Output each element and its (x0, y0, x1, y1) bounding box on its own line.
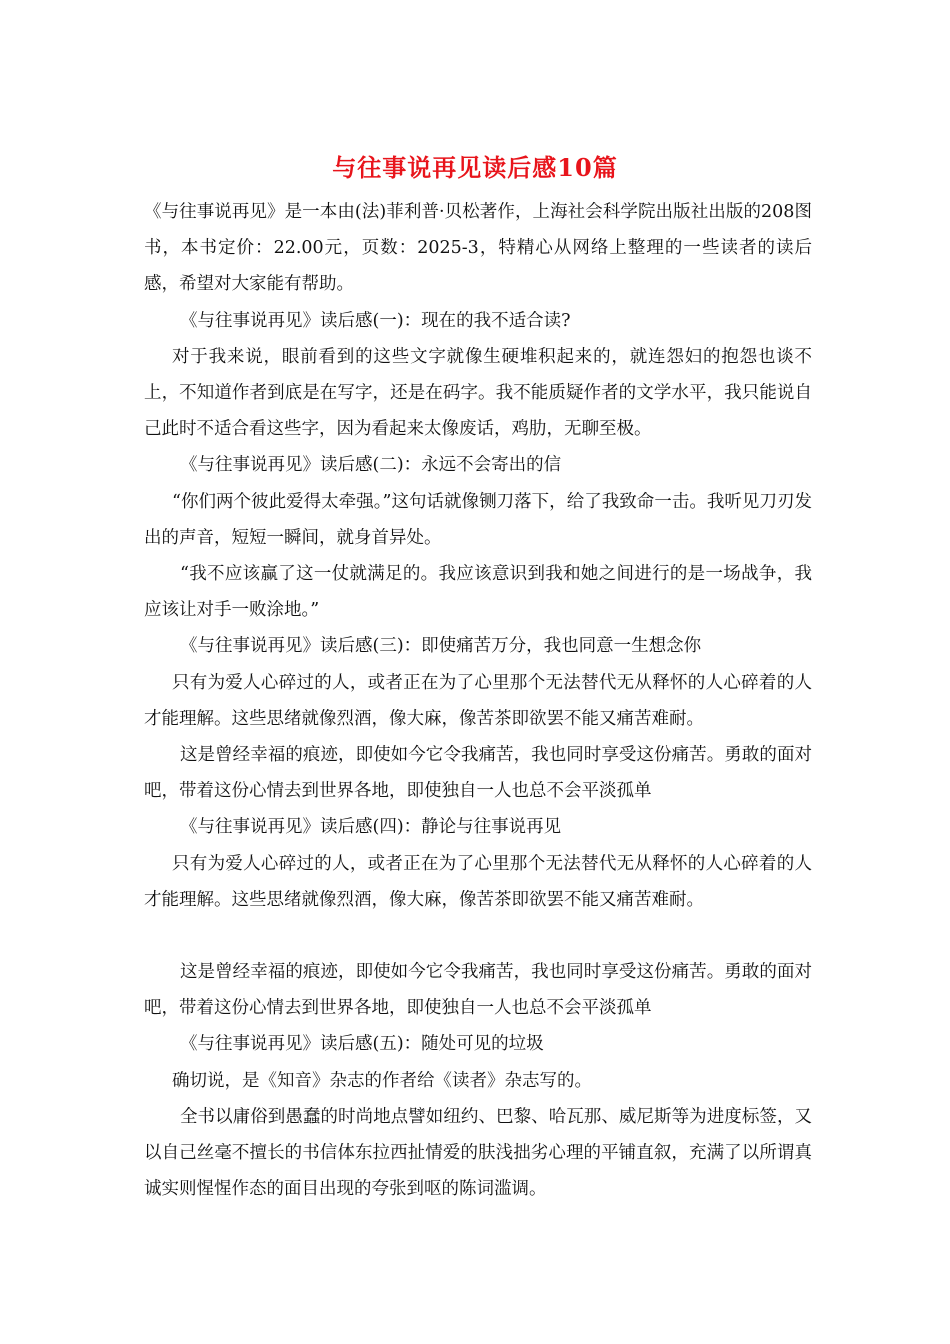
paragraph-gap (144, 918, 812, 954)
body-paragraph: 这是曾经幸福的痕迹，即使如今它令我痛苦，我也同时享受这份痛苦。勇敢的面对吧，带着这份心情去到世界各地，即使独自一人也总不会平淡孤单 (144, 745, 812, 802)
body-paragraph: 全书以庸俗到愚蠢的时尚地点譬如纽约、巴黎、哈瓦那、威尼斯等为进度标签，又以自己丝毫不擅长的书信体东拉西扯情爱的肤浅拙劣心理的平铺直叙，充满了以所谓真诚实则惺惺作态的面目出现的夸张到呕的陈词滥调。 (144, 1106, 812, 1200)
body-paragraph: 这是曾经幸福的痕迹，即使如今它令我痛苦，我也同时享受这份痛苦。勇敢的面对吧，带着这份心情去到世界各地，即使独自一人也总不会平淡孤单 (144, 962, 812, 1019)
section-heading: 《与往事说再见》读后感(三)：即使痛苦万分，我也同意一生想念你 (180, 636, 702, 657)
section-heading: 《与往事说再见》读后感(四)：静论与往事说再见 (180, 817, 562, 838)
document-body (144, 194, 812, 1207)
document-title: 与往事说再见读后感10篇 (332, 153, 618, 182)
body-paragraph: 只有为爱人心碎过的人，或者正在为了心里那个无法替代无从释怀的人心碎着的人才能理解。这些思绪就像烈酒，像大麻，像苦茶即欲罢不能又痛苦难耐。 (144, 853, 812, 910)
body-paragraph: 只有为爱人心碎过的人，或者正在为了心里那个无法替代无从释怀的人心碎着的人才能理解。这些思绪就像烈酒，像大麻，像苦茶即欲罢不能又痛苦难耐。 (144, 672, 812, 729)
body-paragraph: 确切说，是《知音》杂志的作者给《读者》杂志写的。 (172, 1070, 592, 1091)
body-paragraph: “你们两个彼此爱得太牵强。”这句话就像铡刀落下，给了我致命一击。我听见刀刃发出的声音，短短一瞬间，就身首异处。 (144, 491, 812, 548)
intro-paragraph: 《与往事说再见》是一本由(法)菲利普·贝松著作，上海社会科学院出版社出版的208图书，本书定价：22.00元，页数：2025-3，特精心从网络上整理的一些读者的读后感，希望对大家能有帮助。 (144, 202, 812, 295)
body-paragraph: “我不应该赢了这一仗就满足的。我应该意识到我和她之间进行的是一场战争，我应该让对手一败涂地。” (144, 564, 812, 621)
section-heading: 《与往事说再见》读后感(一)：现在的我不适合读? (180, 310, 571, 331)
section-heading: 《与往事说再见》读后感(二)：永远不会寄出的信 (180, 455, 562, 476)
body-paragraph: 对于我来说，眼前看到的这些文字就像生硬堆积起来的，就连怨妇的抱怨也谈不上，不知道作者到底是在写字，还是在码字。我不能质疑作者的文学水平，我只能说自己此时不适合看这些字，因为看起来太像废话，鸡肋，无聊至极。 (144, 346, 812, 440)
section-heading: 《与往事说再见》读后感(五)：随处可见的垃圾 (180, 1034, 544, 1055)
